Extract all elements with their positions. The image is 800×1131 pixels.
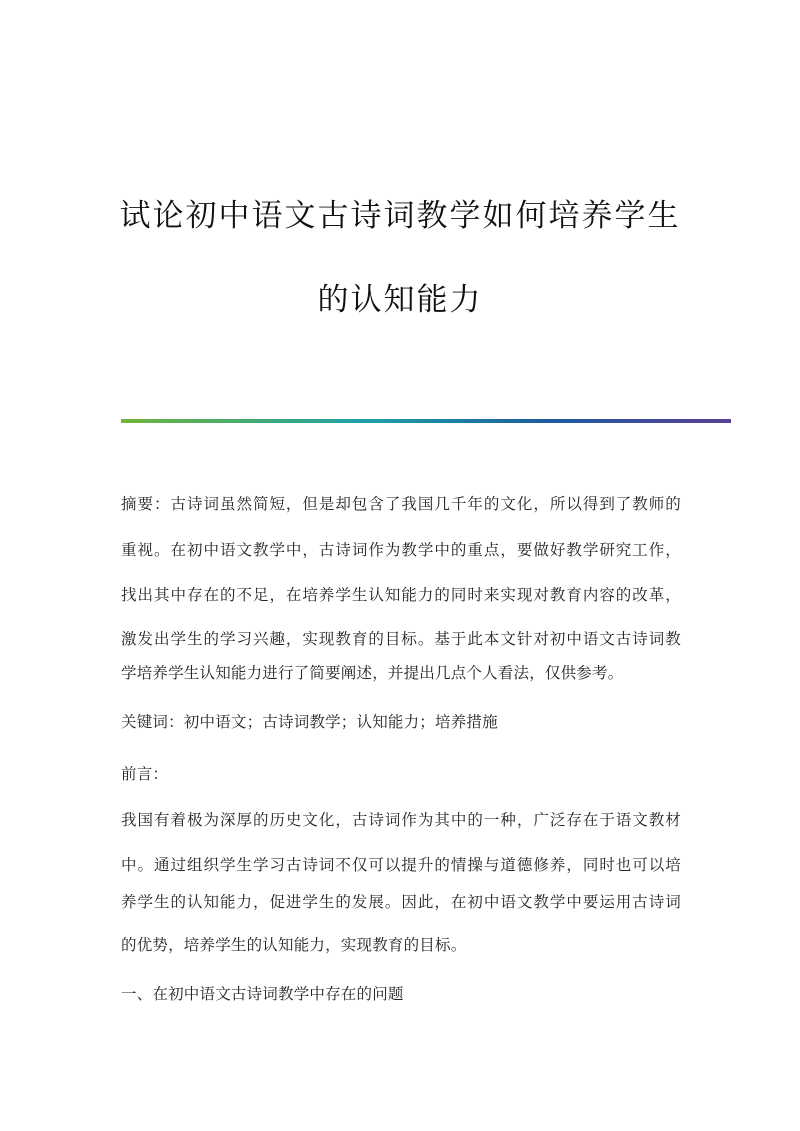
intro-line: 我国有着极为深厚的历史文化，古诗词作为其中的一种，广泛存在于语文教材 [121, 811, 681, 829]
abstract-line: 激发出学生的学习兴趣，实现教育的目标。基于此本文针对初中语文古诗词教 [121, 630, 681, 648]
abstract-line: 重视。在初中语文教学中，古诗词作为教学中的重点，要做好教学研究工作， [121, 541, 681, 559]
page-title-line-1: 试论初中语文古诗词教学如何培养学生 [119, 198, 681, 234]
abstract-line: 学培养学生认知能力进行了简要阐述，并提出几点个人看法，仅供参考。 [121, 664, 624, 682]
page-title-line-2: 的认知能力 [317, 282, 483, 318]
intro-line: 中。通过组织学生学习古诗词不仅可以提升的情操与道德修养，同时也可以培 [121, 856, 681, 874]
intro-line: 养学生的认知能力，促进学生的发展。因此，在初中语文教学中要运用古诗词 [121, 893, 681, 911]
abstract-line: 摘要：古诗词虽然简短，但是却包含了我国几千年的文化，所以得到了教师的 [121, 495, 681, 513]
title-divider [121, 419, 731, 423]
keywords: 关键词：初中语文；古诗词教学；认知能力；培养措施 [121, 713, 498, 731]
abstract-line: 找出其中存在的不足，在培养学生认知能力的同时来实现对教育内容的改革， [121, 586, 681, 604]
intro-line: 的优势，培养学生的认知能力，实现教育的目标。 [121, 936, 467, 954]
preface-heading: 前言： [121, 765, 169, 783]
section-heading: 一、在初中语文古诗词教学中存在的问题 [121, 985, 404, 1003]
